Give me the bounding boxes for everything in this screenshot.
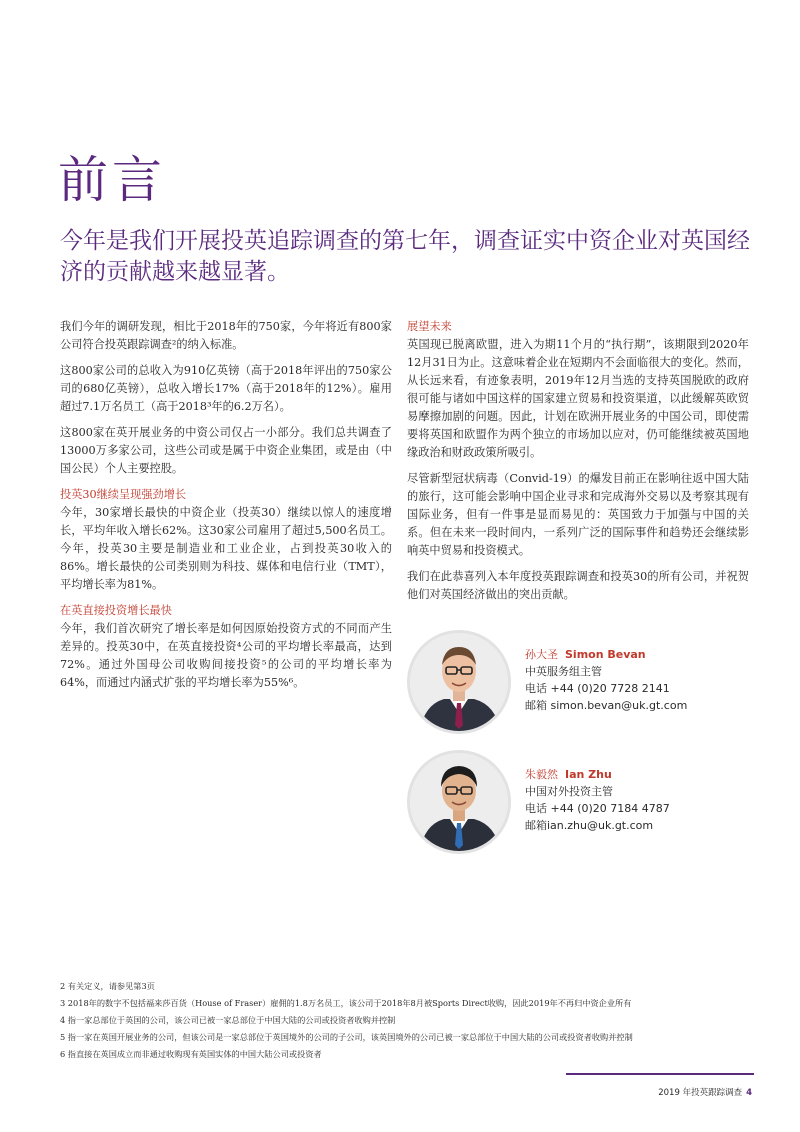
contact-name [525, 646, 687, 663]
contact-name-cn: 朱毅然 [525, 768, 558, 781]
right-column [407, 318, 749, 612]
footnotes [60, 980, 760, 1065]
paragraph: 我们在此恭喜列入本年度投英跟踪调查和投英30的所有公司，并祝贺他们对英国经济做出的突出贡献。 [407, 570, 749, 601]
contact-role: 中国对外投资主管 [525, 785, 613, 798]
paragraph: 今年，30家增长最快的中资企业（投英30）继续以惊人的速度增长，平均年收入增长62%。这30家公司雇用了超过5,500名员工。今年，投英30主要是制造业和工业企业，占到投英30收入的86%。增长最快的公司类别则为科技、媒体和电信行业（TMT），平均增长率为81%。 [60, 506, 392, 591]
section-heading: 在英直接投资增长最快 [60, 604, 172, 617]
paragraph: 尽管新型冠状病毒（Convid-19）的爆发目前正在影响往返中国大陆的旅行，这可能会影响中国企业寻求和完成海外交易以及考察其现有国际业务，但有一件事是显而易见的：英国致力于加强与中国的关系。但在未来一段时间内，一系列广泛的国际事件和趋势还会继续影响英中贸易和投资模式。 [407, 472, 749, 557]
page-footer [658, 1086, 752, 1098]
contact-name-cn: 孙大圣 [525, 648, 558, 661]
contact-info [525, 646, 687, 714]
person-photo-icon [410, 633, 508, 731]
contact-card [407, 750, 752, 866]
left-column [60, 318, 392, 700]
paragraph: 我们今年的调研发现，相比于2018年的750家，今年将近有800家公司符合投英跟踪调查²的纳入标准。 [60, 320, 392, 351]
page-subtitle: 今年是我们开展投英追踪调查的第七年，调查证实中资企业对英国经济的贡献越来越显著。 [60, 228, 750, 285]
avatar [407, 750, 511, 854]
footnote: 6 指直接在英国成立而非通过收购现有英国实体的中国大陆公司或投资者 [60, 1049, 322, 1059]
contact-info [525, 766, 670, 834]
contact-name [525, 766, 670, 783]
contact-phone: 电话 +44 (0)20 7184 4787 [525, 802, 670, 815]
footnote: 4 指一家总部位于英国的公司，该公司已被一家总部位于中国大陆的公司或投资者收购并控制 [60, 1015, 396, 1025]
contact-name-en: Ian Zhu [565, 768, 612, 781]
avatar [407, 630, 511, 734]
contact-card [407, 630, 752, 746]
section-heading: 展望未来 [407, 320, 452, 333]
contact-role: 中英服务组主管 [525, 665, 602, 678]
footnote: 3 2018年的数字不包括福来莎百货（House of Fraser）雇佣的1.8万名员工，该公司于2018年8月被Sports Direct收购，因此2019年不再归中资企业所有 [60, 998, 632, 1008]
footer-divider [566, 1073, 754, 1075]
contact-phone: 电话 +44 (0)20 7728 2141 [525, 682, 670, 695]
section-heading: 投英30继续呈现强劲增长 [60, 488, 187, 501]
contact-email: 邮箱 simon.bevan@uk.gt.com [525, 699, 688, 712]
paragraph: 这800家公司的总收入为910亿英镑（高于2018年评出的750家公司的680亿英镑），总收入增长17%（高于2018年的12%）。雇用超过7.1万名员工（高于2018³年的6.2万名）。 [60, 364, 392, 413]
footnote: 2 有关定义，请参见第3页 [60, 981, 155, 991]
paragraph: 英国现已脱离欧盟，进入为期11个月的“执行期”，该期限到2020年12月31日为止。这意味着企业在短期内不会面临很大的变化。然而，从长远来看，有迹象表明，2019年12月当选的支持英国脱欧的政府很可能与诸如中国这样的国家建立贸易和投资渠道，以此缓解英欧贸易摩擦加剧的问题。因此，计划在欧洲开展业务的中国公司，即使需要将英国和欧盟作为两个独立的市场加以应对，仍可能继续被英国地缘政治和财政政策所吸引。 [407, 338, 749, 459]
contact-email: 邮箱ian.zhu@uk.gt.com [525, 819, 654, 832]
footer-text: 2019 年投英跟踪调查 [658, 1088, 743, 1098]
paragraph: 今年，我们首次研究了增长率是如何因原始投资方式的不同而产生差异的。投英30中，在英直接投资⁴公司的平均增长率最高，达到72%。通过外国母公司收购间接投资⁵的公司的平均增长率为64%，而通过内涵式扩张的平均增长率为55%⁶。 [60, 622, 392, 689]
paragraph: 这800家在英开展业务的中资公司仅占一小部分。我们总共调查了13000万多家公司，这些公司或是属于中资企业集团，或是由（中国公民）个人主要控股。 [60, 426, 392, 475]
footnote: 5 指一家在英国开展业务的公司，但该公司是一家总部位于英国境外的公司的子公司，该英国境外的公司已被一家总部位于中国大陆的公司或投资者收购并控制 [60, 1032, 633, 1042]
page-title: 前言 [58, 151, 166, 209]
page-number: 4 [746, 1088, 752, 1098]
person-photo-icon [410, 753, 508, 851]
contact-name-en: Simon Bevan [565, 648, 646, 661]
